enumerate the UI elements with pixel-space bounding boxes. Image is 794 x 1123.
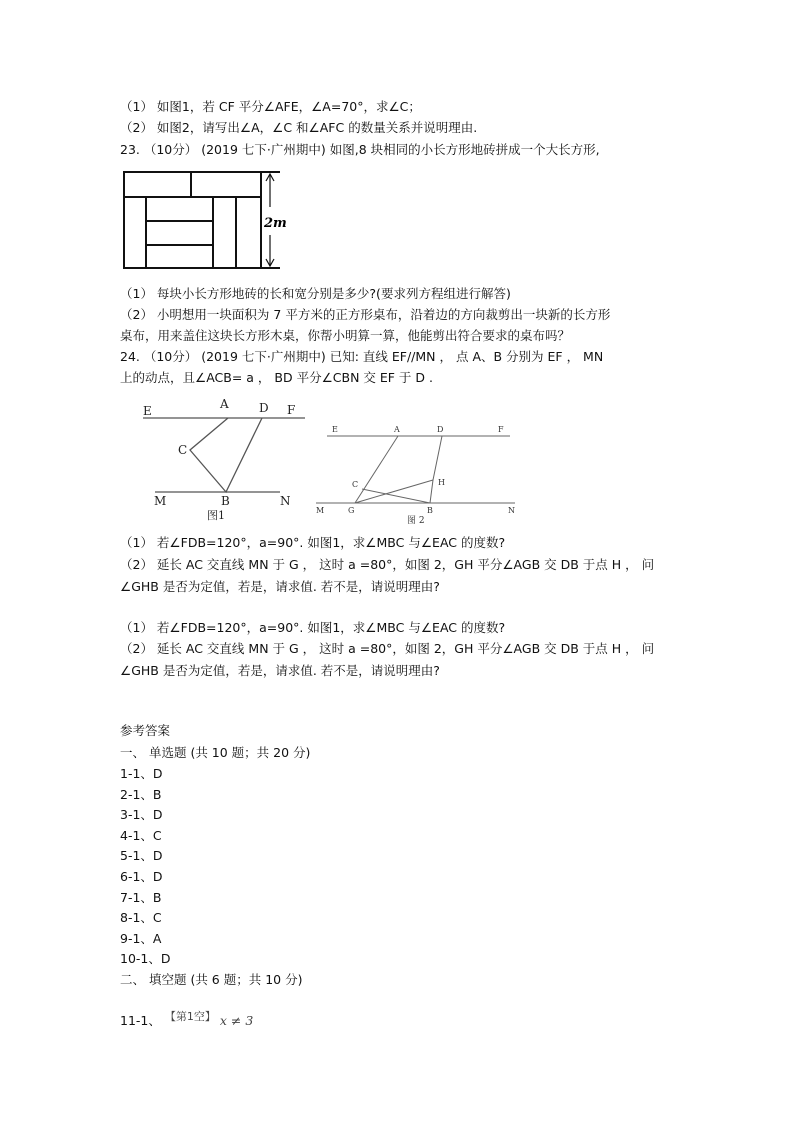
fill-blank-tag: 【第1空】 — [164, 1010, 216, 1023]
label-M: M — [154, 494, 167, 508]
answer-item: 1-1、D — [120, 766, 163, 781]
section-1-heading: 一、 单选题 (共 10 题；共 20 分) — [120, 745, 311, 760]
q23-stem: 23. （10分） (2019 七下·广州期中) 如图,8 块相同的小长方形地砖拼成一个大长方形, — [120, 142, 600, 157]
q24-part2-line2: ∠GHB 是否为定值，若是，请求值. 若不是，请说明理由? — [120, 579, 440, 594]
label-G2: G — [348, 506, 355, 515]
answer-item: 4-1、C — [120, 828, 162, 843]
q24-figures — [130, 390, 530, 530]
answer-item: 5-1、D — [120, 848, 163, 863]
label-A: A — [220, 397, 229, 411]
q24-repeat-part2-line1: （2） 延长 AC 交直线 MN 于 G ， 这时 a =80°，如图 2，GH 平分∠AGB 交 DB 于点 H ， 问 — [120, 641, 655, 656]
answers-title: 参考答案 — [120, 723, 171, 738]
answer-item: 7-1、B — [120, 890, 162, 905]
q24-stem-line2: 上的动点，且∠ACB= a ， BD 平分∠CBN 交 EF 于 D . — [120, 370, 433, 385]
q24-stem-line1: 24. （10分） (2019 七下·广州期中) 已知: 直线 EF//MN ， 点 A、B 分别为 EF ， MN — [120, 349, 604, 364]
dimension-label: 2m — [264, 216, 287, 231]
q22-part1: （1） 如图1，若 CF 平分∠AFE，∠A=70°，求∠C； — [120, 99, 421, 114]
figure-1-caption: 图1 — [207, 509, 225, 522]
figure-2 — [316, 436, 515, 503]
answer-item: 10-1、D — [120, 951, 171, 966]
label-B2: B — [427, 506, 433, 515]
q23-part2-line2: 桌布，用来盖住这块长方形木桌，你帮小明算一算，他能剪出符合要求的桌布吗？ — [120, 328, 571, 343]
label-E2: E — [332, 425, 338, 434]
answer-item: 3-1、D — [120, 807, 163, 822]
label-N: N — [280, 494, 291, 508]
section-2-heading: 二、 填空题 (共 6 题；共 10 分) — [120, 972, 303, 987]
label-C2: C — [352, 480, 359, 489]
q24-part1: （1） 若∠FDB=120°，a=90°. 如图1，求∠MBC 与∠EAC 的度数? — [120, 535, 506, 550]
q24-part2-line1: （2） 延长 AC 交直线 MN 于 G ， 这时 a =80°，如图 2，GH 平分∠AGB 交 DB 于点 H ， 问 — [120, 557, 655, 572]
label-N2: N — [508, 506, 515, 515]
answer-item: 9-1、A — [120, 931, 162, 946]
label-A2: A — [394, 425, 400, 434]
label-C: C — [178, 443, 188, 457]
label-H2: H — [438, 478, 445, 487]
q23-part1: （1） 每块小长方形地砖的长和宽分别是多少?(要求列方程组进行解答) — [120, 286, 511, 301]
answer-item: 6-1、D — [120, 869, 163, 884]
figure-2-caption: 图 2 — [407, 516, 425, 526]
label-D2: D — [437, 425, 444, 434]
fill-answer-prefix: 11-1、 — [120, 1013, 161, 1028]
q24-repeat-part1: （1） 若∠FDB=120°，a=90°. 如图1，求∠MBC 与∠EAC 的度数? — [120, 620, 506, 635]
fill-answer-value: x ≠ 3 — [219, 1013, 254, 1028]
answer-item: 8-1、C — [120, 910, 162, 925]
figure-1 — [143, 418, 305, 492]
label-D: D — [259, 401, 269, 415]
label-M2: M — [316, 506, 325, 515]
label-F: F — [287, 403, 296, 417]
label-F2: F — [498, 425, 504, 434]
q22-part2: （2） 如图2，请写出∠A，∠C 和∠AFC 的数量关系并说明理由. — [120, 120, 478, 135]
label-E: E — [143, 404, 152, 418]
label-B: B — [221, 494, 230, 508]
answer-item: 2-1、B — [120, 787, 162, 802]
q24-repeat-part2-line2: ∠GHB 是否为定值，若是，请求值. 若不是，请说明理由? — [120, 663, 440, 678]
q23-tile-figure — [115, 165, 295, 277]
fill-answer-11 — [120, 1010, 254, 1030]
q23-part2-line1: （2） 小明想用一块面积为 7 平方米的正方形桌布，沿着边的方向裁剪出一块新的长方形 — [120, 307, 611, 322]
